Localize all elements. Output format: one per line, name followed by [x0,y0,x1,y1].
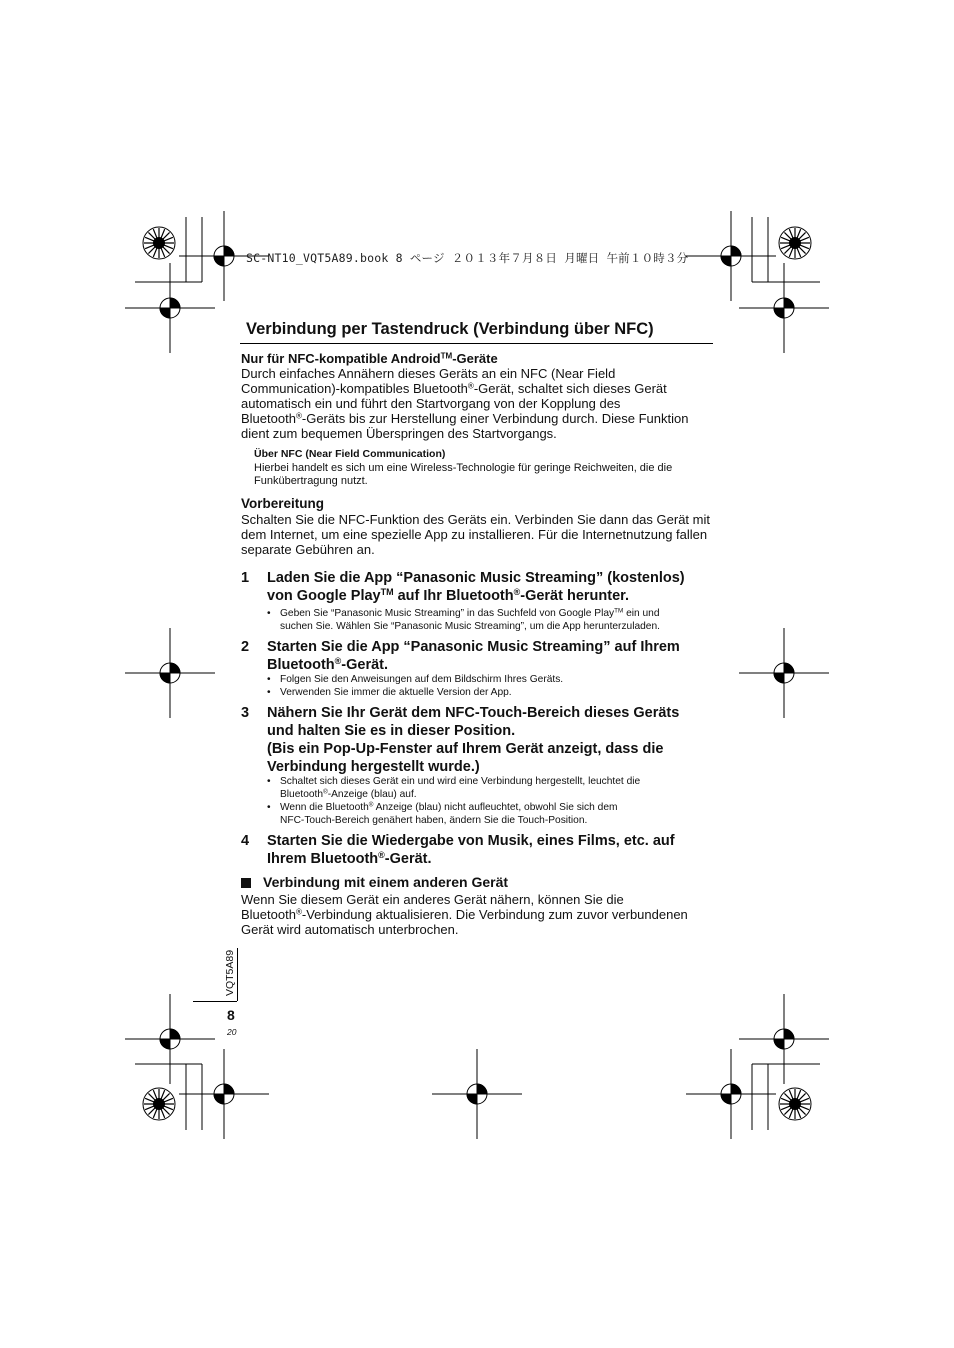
other-device-block [241,875,716,937]
intro-line: automatisch ein und führt den Startvorgang von der Kopplung des [241,396,621,411]
preparation-title: Vorbereitung [241,496,325,511]
intro-line: Bluetooth®-Geräts bis zur Herstellung einer Verbindung durch. Diese Funktion [241,411,689,426]
side-divider [193,1001,237,1002]
other-device-line: Wenn Sie diesem Gerät ein anderes Gerät nähern, können Sie die [241,892,624,907]
list-item: • Geben Sie “Panasonic Music Streaming” in das Suchfeld von Google Play™ ein und suchen Sie. Wählen Sie “Panasonic Music Streaming”, um die App herunterzuladen. [267,607,660,632]
step-number: 1 [241,570,250,586]
step-heading: Nähern Sie Ihr Gerät dem NFC-Touch-Bereich dieses Geräts [267,705,680,721]
list-item: • Wenn die Bluetooth® Anzeige (blau) nicht aufleuchtet, obwohl Sie sich dem NFC-Touch-Bereich genähert haben, ändern Sie die Touch-Position. [267,801,618,826]
list-item: • Folgen Sie den Anweisungen auf dem Bildschirm Ihres Geräts. [267,674,564,685]
step-number: 4 [241,833,250,849]
step-heading: Starten Sie die Wiedergabe von Musik, eines Films, etc. auf [267,833,675,849]
crosshair-mark [739,628,829,718]
book-file-header: SC-NT10_VQT5A89.book 8 ページ ２０１３年７月８日 月曜日 午前１０時３分 [246,251,689,265]
step-number: 2 [241,639,250,655]
step-number: 3 [241,705,250,721]
intro-block [241,351,716,441]
crosshair-mark [686,211,776,301]
other-device-title: Verbindung mit einem anderen Gerät [241,875,716,890]
page-number: 8 [227,1007,235,1023]
nfc-note-title: Über NFC (Near Field Communication) [254,448,446,460]
crosshair-mark [179,1049,269,1139]
step-3-bullets [267,775,722,827]
sheet-number: 20 [227,1027,237,1037]
step-2 [241,638,721,674]
intro-subtitle: Nur für NFC-kompatible Android™-Geräte [241,351,498,366]
starburst-mark [779,1088,811,1120]
step-heading: (Bis ein Pop-Up-Fenster auf Ihrem Gerät anzeigt, dass die [267,741,664,757]
nfc-note-line: Funkübertragung nutzt. [254,475,368,487]
model-code: VQT5A89 [224,949,236,997]
step-4 [241,832,721,868]
list-item: • Verwenden Sie immer die aktuelle Version der App. [267,687,512,698]
section-title: Verbindung per Tastendruck (Verbindung über NFC) [246,320,654,338]
crosshair-mark [686,1049,776,1139]
title-underline [240,343,713,344]
starburst-mark [143,227,175,259]
list-item: • Schaltet sich dieses Gerät ein und wird eine Verbindung hergestellt, leuchtet die Bluetooth®-Anzeige (blau) auf. [267,776,641,800]
intro-line: Durch einfaches Annähern dieses Geräts an ein NFC (Near Field [241,366,616,381]
other-device-line: Bluetooth®-Verbindung aktualisieren. Die Verbindung zum zuvor verbundenen [241,907,688,922]
nfc-note-line: Hierbei handelt es sich um eine Wireless-Technologie für geringe Reichweiten, die die [254,461,673,474]
starburst-mark [779,227,811,259]
nfc-note [254,448,716,489]
step-1 [241,569,721,605]
intro-line: Communication)-kompatibles Bluetooth®-Gerät, schaltet sich dieses Gerät [241,381,667,396]
step-heading: Starten Sie die App “Panasonic Music Streaming” auf Ihrem [267,639,680,655]
step-3 [241,704,721,776]
side-divider [237,948,238,1001]
step-heading: und halten Sie es in dieser Position. [267,723,516,739]
step-heading: Ihrem Bluetooth®-Gerät. [267,850,432,867]
preparation-block [241,496,716,557]
step-2-bullets [267,673,722,699]
step-heading: Laden Sie die App “Panasonic Music Streaming” (kostenlos) [267,570,685,586]
step-heading: Bluetooth®-Gerät. [267,656,389,673]
other-device-line: Gerät wird automatisch unterbrochen. [241,922,459,937]
starburst-mark [143,1088,175,1120]
step-1-bullets [267,607,722,633]
crosshair-mark [432,1049,522,1139]
preparation-line: dem Internet, um eine spezielle App zu installieren. Für die Internetnutzung fallen [241,527,708,542]
step-heading: von Google Play™ auf Ihr Bluetooth®-Gerät herunter. [267,587,630,604]
square-bullet-icon [241,878,251,888]
step-heading: Verbindung hergestellt wurde.) [267,759,480,775]
preparation-line: Schalten Sie die NFC-Funktion des Geräts ein. Verbinden Sie dann das Gerät mit [241,512,710,527]
crosshair-mark [125,628,215,718]
intro-line: dient zum bequemen Überspringen des Startvorgangs. [241,426,557,441]
preparation-line: separate Gebühren an. [241,542,375,557]
